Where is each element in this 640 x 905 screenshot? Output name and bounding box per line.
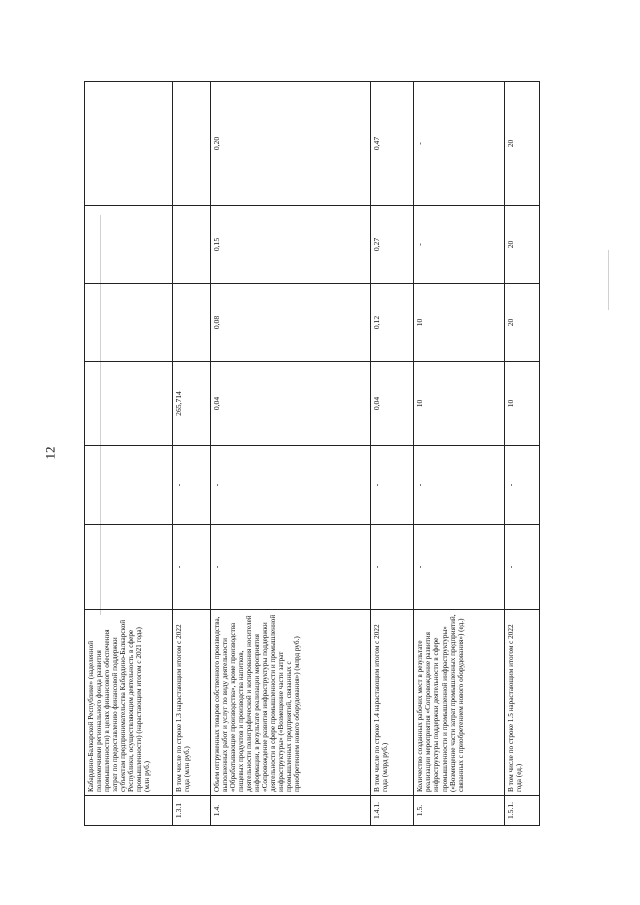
value-cell: 0,15 xyxy=(210,206,370,284)
value-cell: 0,27 xyxy=(370,206,413,284)
value-cell: 265,714 xyxy=(172,362,210,446)
table-row xyxy=(172,82,210,826)
value-cell: 0,47 xyxy=(370,82,413,206)
value-cell: - xyxy=(370,446,413,525)
value-cell: 0,20 xyxy=(210,82,370,206)
value-cell: 0,12 xyxy=(370,284,413,362)
value-cell: 10 xyxy=(414,284,505,362)
row-number: 1.4.1. xyxy=(370,796,413,826)
value-cell xyxy=(85,525,173,610)
indicator-name: В том числе по строке 1.5 нарастающим итогом с 2022 года (ед.) xyxy=(505,610,540,796)
page-number: 12 xyxy=(42,446,58,460)
value-cell: 0,08 xyxy=(210,284,370,362)
value-cell xyxy=(85,284,173,362)
value-cell: - xyxy=(172,446,210,525)
value-cell: 20 xyxy=(505,284,540,362)
table-row xyxy=(210,82,370,826)
indicator-name: В том числе по строке 1.4 нарастающим итогом с 2022 года (млрд руб.) xyxy=(370,610,413,796)
table-row xyxy=(85,82,173,826)
value-cell: - xyxy=(414,82,505,206)
value-cell xyxy=(172,82,210,206)
row-number: 1.4. xyxy=(210,796,370,826)
value-cell xyxy=(85,362,173,446)
row-number: 1.5. xyxy=(414,796,505,826)
value-cell: - xyxy=(505,446,540,525)
value-cell xyxy=(85,206,173,284)
value-cell: - xyxy=(370,525,413,610)
value-cell: - xyxy=(414,525,505,610)
value-cell: - xyxy=(505,525,540,610)
row-number xyxy=(85,796,173,826)
value-cell: 10 xyxy=(505,362,540,446)
indicator-name: Кабардино-Балкарской Республике» (наделенной полномочиями регионального фонда развития промышленности) в целях финансового обеспечения затрат по предоставлению финансовой поддержки субъектам предпринимательства Кабардино-Балкарской Республики, осуществляющим деятельность в сфере промышленности) (нарастающим итогом с 2021 года) (млн руб.) xyxy=(85,610,173,796)
value-cell: - xyxy=(172,525,210,610)
indicators-table xyxy=(84,81,540,826)
value-cell xyxy=(172,284,210,362)
table-row xyxy=(370,82,413,826)
indicator-name: Объем отгруженных товаров собственного производства, выполненных работ и услуг по виду деятельности «Обрабатывающие производства», кроме производства пищевых продуктов и производства напитков, деятельности полиграфической и копирования носителей информации, в результате реализации мероприятия «Сопровождение развития инфраструктуры поддержки деятельности в сфере промышленности и промышленной инфраструктуры» («Возмещение части затрат промышленных предприятий, связанных с приобретением нового оборудования») (млрд руб.) xyxy=(210,610,370,796)
rotated-table-wrapper xyxy=(84,82,540,826)
indicator-name: В том числе по строке 1.3 нарастающим итогом с 2022 года (млн руб.) xyxy=(172,610,210,796)
value-cell: 20 xyxy=(505,206,540,284)
scan-mark xyxy=(608,250,609,310)
row-number: 1.3.1 xyxy=(172,796,210,826)
value-cell: - xyxy=(210,446,370,525)
table-row xyxy=(505,82,540,826)
value-cell: - xyxy=(210,525,370,610)
value-cell xyxy=(85,82,173,206)
value-cell: - xyxy=(414,446,505,525)
value-cell xyxy=(85,446,173,525)
value-cell: 0,04 xyxy=(210,362,370,446)
value-cell: 10 xyxy=(414,362,505,446)
value-cell: 0,04 xyxy=(370,362,413,446)
indicator-name: Количество созданных рабочих мест в результате реализации мероприятия «Сопровождение развития инфраструктуры поддержки деятельности в сфере промышленности и промышленной инфраструктуры» («Возмещение части затрат промышленных предприятий, связанных с приобретением нового оборудования») (ед.) xyxy=(414,610,505,796)
row-number: 1.5.1. xyxy=(505,796,540,826)
value-cell: - xyxy=(414,206,505,284)
table-row xyxy=(414,82,505,826)
value-cell xyxy=(172,206,210,284)
value-cell: 20 xyxy=(505,82,540,206)
